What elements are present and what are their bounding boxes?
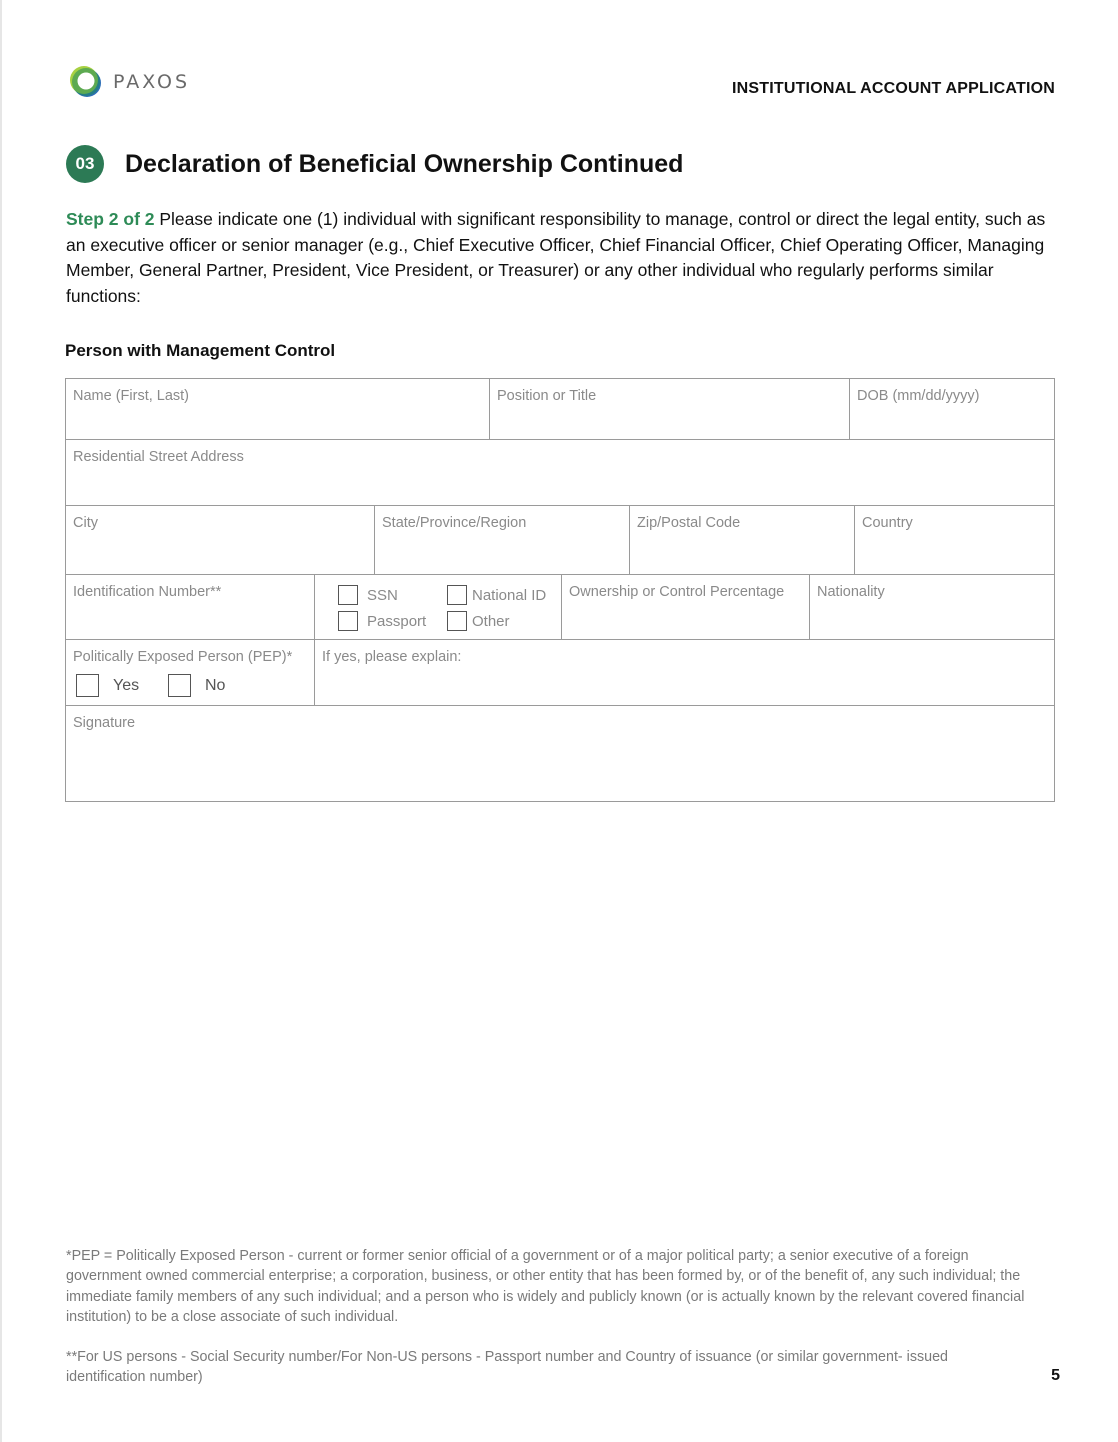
ssn-label: SSN xyxy=(367,586,398,604)
pep-yes-checkbox[interactable] xyxy=(76,674,139,697)
checkbox-box xyxy=(168,674,191,697)
zip-field[interactable] xyxy=(629,506,854,574)
dob-label: DOB (mm/dd/yyyy) xyxy=(857,388,980,404)
logo-text: PAXOS xyxy=(113,71,191,93)
checkbox-box xyxy=(76,674,99,697)
signature-field[interactable] xyxy=(66,706,1054,801)
page-edge xyxy=(0,0,2,1442)
dob-field[interactable] xyxy=(849,379,1054,439)
step-indicator: Step 2 of 2 xyxy=(66,209,155,229)
paxos-logo-icon xyxy=(68,64,104,100)
pep-footnote: *PEP = Politically Exposed Person - current or former senior official of a government or of a major political party; a senior executive of a foreign government owned commercial enterprise; a corporation, business, or other entity that has been formed by, or of the benefit of, any such individual; the immediate family members of any such individual; and a person who is widely and publicly known (or is actually known by the relevant covered financial institution) to be a close associate of such individual. xyxy=(66,1248,1025,1325)
form-row xyxy=(66,439,1054,505)
page-number: 5 xyxy=(1051,1367,1060,1384)
signature-label: Signature xyxy=(73,715,136,731)
ownership-field[interactable] xyxy=(561,575,809,639)
checkbox-box xyxy=(447,611,467,631)
position-label: Position or Title xyxy=(497,388,597,404)
checkbox-box xyxy=(338,585,358,605)
national-id-checkbox[interactable] xyxy=(447,585,546,605)
form-title: Person with Management Control xyxy=(65,341,336,360)
position-field[interactable] xyxy=(489,379,849,439)
name-field[interactable] xyxy=(66,379,489,439)
passport-label: Passport xyxy=(367,612,427,630)
management-control-form xyxy=(65,378,1055,802)
form-row xyxy=(66,574,1054,639)
passport-checkbox[interactable] xyxy=(338,611,426,631)
state-field[interactable] xyxy=(374,506,629,574)
id-number-label: Identification Number** xyxy=(73,584,222,600)
document-title: INSTITUTIONAL ACCOUNT APPLICATION xyxy=(731,80,1055,97)
nationality-field[interactable] xyxy=(809,575,1054,639)
intro-paragraph xyxy=(66,207,1061,309)
pep-label: Politically Exposed Person (PEP)* xyxy=(73,649,293,665)
id-type-options xyxy=(314,575,561,639)
pep-field xyxy=(66,640,314,705)
pep-no-checkbox[interactable] xyxy=(168,674,225,697)
id-type-checkbox-group xyxy=(315,575,561,639)
other-checkbox[interactable] xyxy=(447,611,510,631)
other-label: Other xyxy=(472,612,510,630)
national-id-label: National ID xyxy=(472,586,547,604)
city-field[interactable] xyxy=(66,506,374,574)
checkbox-box xyxy=(338,611,358,631)
section-title: Declaration of Beneficial Ownership Continued xyxy=(125,150,684,178)
pep-no-label: No xyxy=(205,676,226,694)
id-number-field[interactable] xyxy=(66,575,314,639)
section-number-badge: 03 xyxy=(66,145,104,183)
city-label: City xyxy=(73,515,98,531)
pep-explain-field[interactable] xyxy=(314,640,1054,705)
form-row xyxy=(66,705,1054,801)
form-row xyxy=(66,505,1054,574)
name-label: Name (First, Last) xyxy=(73,388,190,404)
address-field[interactable] xyxy=(66,440,1054,505)
country-label: Country xyxy=(862,515,913,531)
checkbox-box xyxy=(447,585,467,605)
nationality-label: Nationality xyxy=(817,584,885,600)
ssn-checkbox[interactable] xyxy=(338,585,398,605)
intro-text: Please indicate one (1) individual with significant responsibility to manage, control or direct the legal entity, such as an executive officer or senior manager (e.g., Chief Executive Officer, Chief Financial Officer, Chief Operating Officer, Managing Member, General Partner, President, Vice President, or Treasurer) or any other individual who regularly performs similar functions: xyxy=(66,209,1046,306)
zip-label: Zip/Postal Code xyxy=(637,515,741,531)
address-label: Residential Street Address xyxy=(73,449,244,465)
ownership-label: Ownership or Control Percentage xyxy=(569,584,785,600)
form-row xyxy=(66,379,1054,439)
id-footnote: **For US persons - Social Security number/For Non-US persons - Passport number and Country of issuance (or similar government- issued identification number) xyxy=(66,1349,948,1386)
form-row xyxy=(66,639,1054,705)
state-label: State/Province/Region xyxy=(382,515,527,531)
pep-yes-label: Yes xyxy=(113,676,140,694)
country-field[interactable] xyxy=(854,506,1054,574)
paxos-logo xyxy=(68,64,190,100)
pep-explain-label: If yes, please explain: xyxy=(322,649,462,665)
